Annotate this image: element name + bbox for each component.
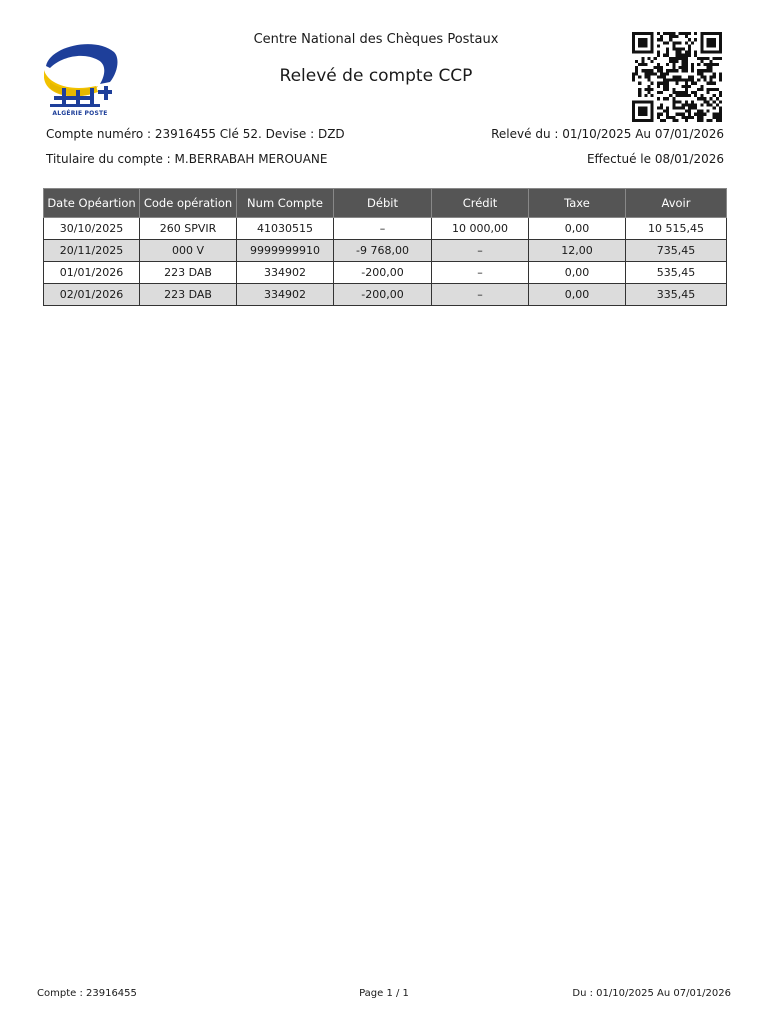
logo-text: ALGÉRIE POSTE [52, 110, 108, 117]
cell-debit: -200,00 [334, 262, 432, 284]
cell-date: 02/01/2026 [44, 284, 140, 306]
cell-date: 30/10/2025 [44, 218, 140, 240]
header-account: Num Compte [237, 189, 334, 218]
table-row [44, 218, 727, 240]
operations-table [43, 188, 727, 306]
cell-code: 000 V [140, 240, 237, 262]
header-debit: Débit [334, 189, 432, 218]
organization-name: Centre National des Chèques Postaux [253, 32, 499, 47]
cell-credit: – [432, 240, 529, 262]
cell-debit: -9 768,00 [334, 240, 432, 262]
cell-balance: 735,45 [626, 240, 727, 262]
header-tax: Taxe [529, 189, 626, 218]
statement-period: Relevé du : 01/10/2025 Au 07/01/2026 [491, 127, 724, 141]
account-number: Compte numéro : 23916455 Clé 52. Devise : DZD [46, 127, 345, 141]
cell-account: 41030515 [237, 218, 334, 240]
cell-balance: 535,45 [626, 262, 727, 284]
cell-balance: 335,45 [626, 284, 727, 306]
account-holder: Titulaire du compte : M.BERRABAH MEROUANE [46, 152, 328, 166]
cell-tax: 0,00 [529, 218, 626, 240]
table-row [44, 262, 727, 284]
cell-tax: 12,00 [529, 240, 626, 262]
cell-date: 20/11/2025 [44, 240, 140, 262]
cell-balance: 10 515,45 [626, 218, 727, 240]
page-title: Relevé de compte CCP [279, 66, 473, 86]
header-credit: Crédit [432, 189, 529, 218]
cell-tax: 0,00 [529, 284, 626, 306]
cell-credit: 10 000,00 [432, 218, 529, 240]
header-code: Code opération [140, 189, 237, 218]
qr-code-icon [630, 32, 724, 122]
cell-credit: – [432, 284, 529, 306]
cell-tax: 0,00 [529, 262, 626, 284]
cell-code: 260 SPVIR [140, 218, 237, 240]
footer-account: Compte : 23916455 [37, 988, 137, 999]
table-row [44, 240, 727, 262]
table-header-row [44, 189, 727, 218]
header-date: Date Opéartion [44, 189, 140, 218]
cell-account: 334902 [237, 262, 334, 284]
table-row [44, 284, 727, 306]
cell-date: 01/01/2026 [44, 262, 140, 284]
footer-page: Page 1 / 1 [359, 988, 409, 999]
cell-debit: – [334, 218, 432, 240]
cell-credit: – [432, 262, 529, 284]
header-balance: Avoir [626, 189, 727, 218]
cell-code: 223 DAB [140, 284, 237, 306]
footer-period: Du : 01/10/2025 Au 07/01/2026 [572, 988, 731, 999]
issued-date: Effectué le 08/01/2026 [586, 152, 724, 166]
cell-account: 334902 [237, 284, 334, 306]
cell-account: 9999999910 [237, 240, 334, 262]
cell-debit: -200,00 [334, 284, 432, 306]
cell-code: 223 DAB [140, 262, 237, 284]
